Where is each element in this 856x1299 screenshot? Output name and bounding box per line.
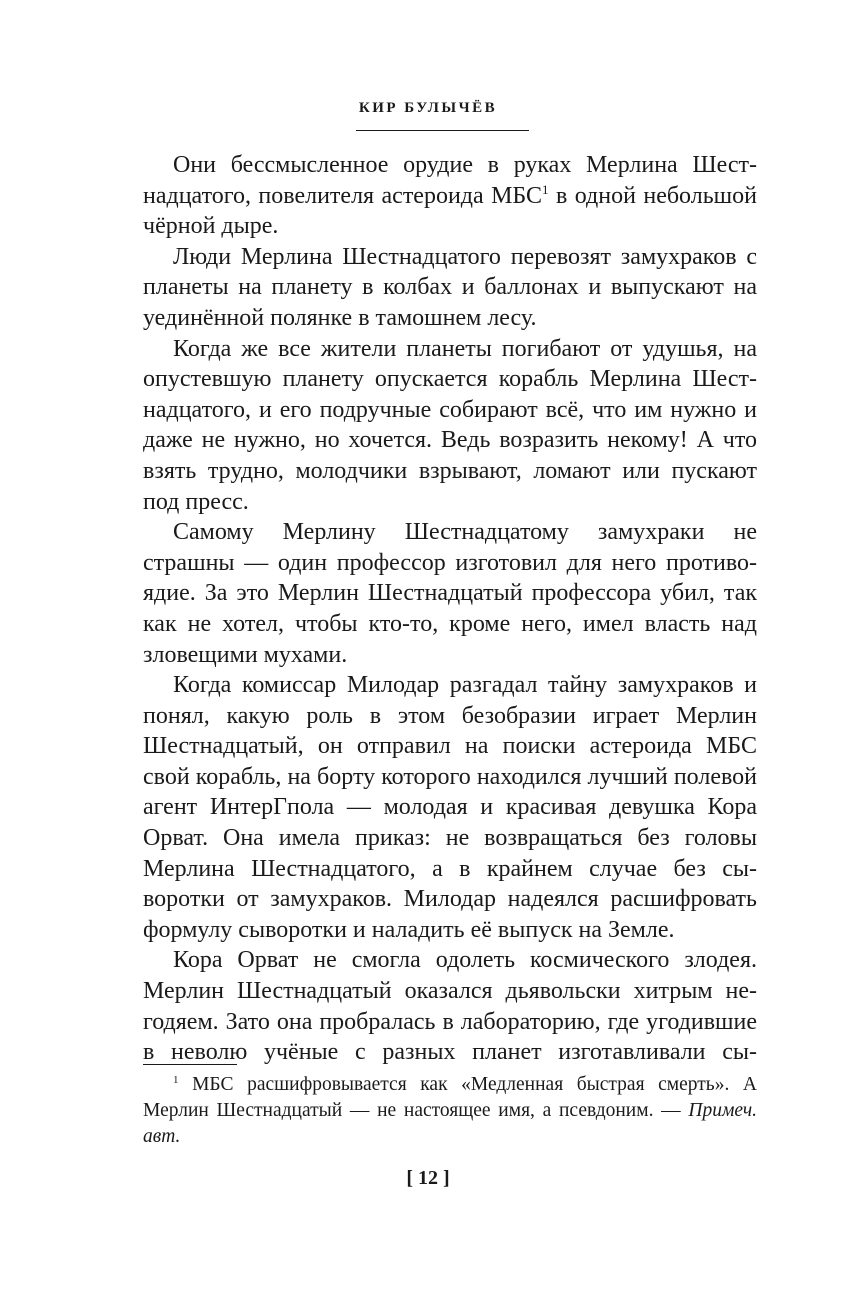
paragraph-1-text-start: Они бессмысленное орудие в руках Мерлина Шестнадцатого, повелителя астероида МБС: [143, 152, 757, 209]
page-number: [ 12 ]: [406, 1167, 450, 1189]
body-text: [143, 150, 757, 1068]
paragraph-4: Самому Мерлину Шестнадцатому замухраки не страшны — один профессор изготовил для него противоядие. За это Мерлин Шестнадцатый профессора убил, так как не хотел, чтобы кто-то, кроме него, имел власть над зловещими мухами.: [143, 519, 757, 668]
paragraph-1-text-end: в одной небольшой чёрной дыре.: [143, 182, 757, 240]
paragraph-5: Когда комиссар Милодар разгадал тайну замухраков и понял, какую роль в этом безобразии играет Мерлин Шестнадцатый, он отправил на поиски астероида МБС свой корабль, на борту которого находился лучший полевой агент ИнтерГпола — молодая и красивая девушка Кора Орват. Она имела приказ: не возвращаться без головы Мерлина Шестнадцатого, а в крайнем случае без сыворотки от замухраков. Милодар надеялся расшифровать формулу сыворотки и наладить её выпуск на Земле.: [143, 672, 757, 943]
header-rule: [356, 130, 529, 131]
running-head: КИР БУЛЫЧЁВ: [358, 100, 498, 116]
footnote-paragraph: [143, 1072, 757, 1150]
paragraph-3: Когда же все жители планеты погибают от удушья, на опустевшую планету опускается корабль Мерлина Шестнадцатого, и его подручные собирают всё, что им нужно и даже не нужно, но хочется. Ведь возразить некому! А что взять трудно, молодчики взрывают, ломают или пускают под пресс.: [143, 335, 757, 515]
paragraph-1: [143, 150, 757, 242]
footnote-marker: 1: [173, 1074, 179, 1086]
footnote-text: МБС расшифровывается как «Медленная быстрая смерть». А Мерлин Шестнадцатый — не настоящее имя, а псевдоним. —: [143, 1074, 757, 1121]
footnote: [143, 1072, 757, 1150]
footnote-reference[interactable]: 1: [542, 181, 549, 197]
footnote-note: Примеч. авт.: [143, 1100, 757, 1147]
paragraph-6: Кора Орват не смогла одолеть космического злодея. Мерлин Шестнадцатый оказался дьявольски хитрым негодяем. Зато она пробралась в лабораторию, где угодившие в неволю учёные с разных планет изготавливали сы-: [143, 947, 757, 1066]
footnote-rule: [143, 1064, 237, 1065]
paragraph-2: Люди Мерлина Шестнадцатого перевозят замухраков с планеты на планету в колбах и баллонах и выпускают на уединённой полянке в тамошнем лесу.: [143, 243, 757, 331]
